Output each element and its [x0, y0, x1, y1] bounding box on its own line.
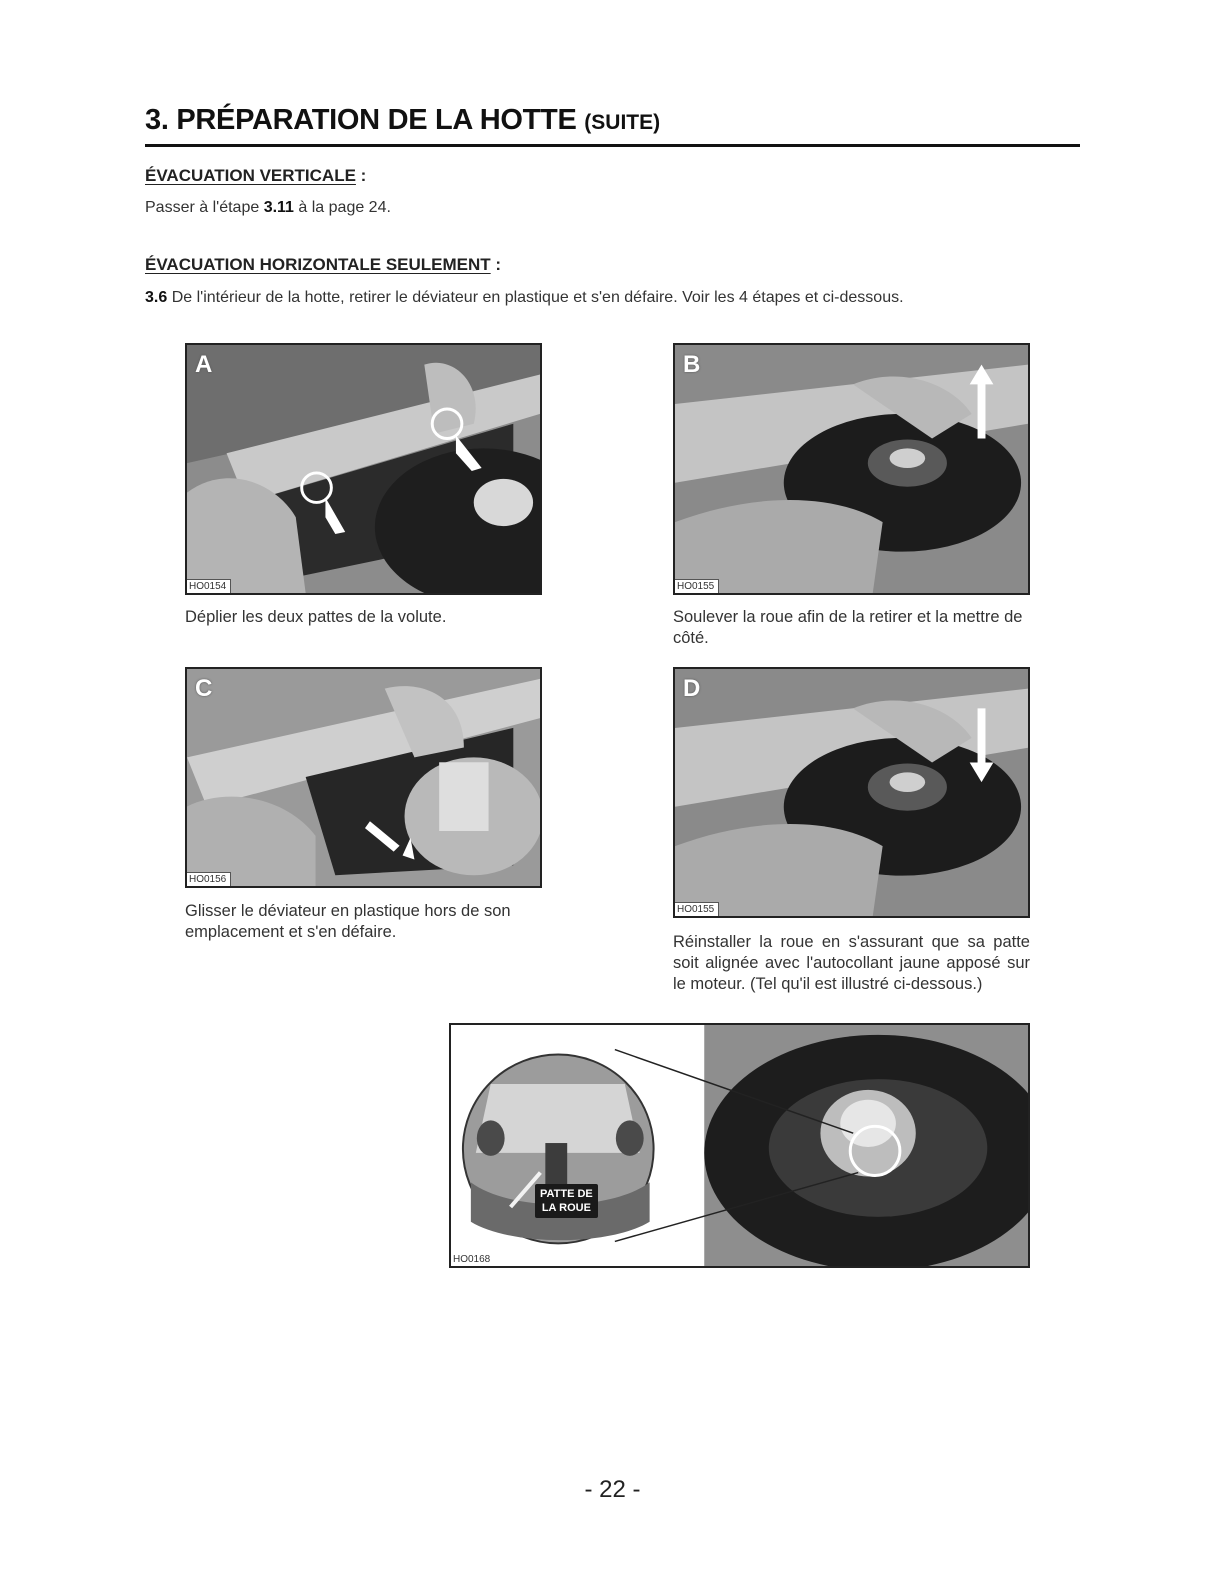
page-title-main: 3. PRÉPARATION DE LA HOTTE [145, 104, 577, 136]
heading-colon: : [360, 166, 367, 185]
figure-b-illustration [675, 345, 1028, 593]
figure-c-caption: Glisser le déviateur en plastique hors de son emplacement et s'en défaire. [185, 902, 511, 941]
wheel-tab-callout-line2: LA ROUE [541, 1202, 591, 1214]
vertical-text-after: à la page 24. [293, 199, 391, 216]
figure-c-code: HO0156 [187, 872, 231, 886]
vertical-instruction [145, 199, 391, 217]
figure-d-code: HO0155 [675, 902, 719, 916]
figure-detail-photo [449, 1023, 1030, 1268]
wheel-tab-callout [535, 1184, 598, 1218]
figure-d-illustration [675, 669, 1028, 916]
figure-d-caption: Réinstaller la roue en s'assurant que sa patte soit alignée avec l'autocollant jaune apposé sur le moteur. (Tel qu'il est illustré ci-dessous.) [673, 933, 1030, 993]
page-title-suffix: (SUITE) [584, 111, 661, 134]
figure-b-photo [673, 343, 1030, 595]
figure-detail-illustration [451, 1025, 1028, 1266]
figure-c-letter: C [195, 675, 213, 702]
step-3-6 [145, 289, 904, 307]
figure-b-letter: B [683, 351, 701, 378]
figure-a-letter: A [195, 351, 213, 378]
page-title [145, 104, 1075, 137]
heading-vertical-exhaust-text: ÉVACUATION VERTICALE [145, 166, 356, 185]
figure-a-caption: Déplier les deux pattes de la volute. [185, 608, 447, 626]
figure-c-illustration [187, 669, 540, 886]
page-number: - 22 - [584, 1476, 641, 1503]
heading-horizontal-exhaust [145, 255, 501, 275]
vertical-text-before: Passer à l'étape [145, 199, 264, 216]
figure-a-photo [185, 343, 542, 595]
title-divider [145, 144, 1080, 147]
step-text: De l'intérieur de la hotte, retirer le déviateur en plastique et s'en défaire. Voir les 4 étapes et ci-dessous. [167, 289, 904, 306]
figure-d-letter: D [683, 675, 701, 702]
figure-b-code: HO0155 [675, 579, 719, 593]
figure-d-photo [673, 667, 1030, 918]
figure-a-code: HO0154 [187, 579, 231, 593]
vertical-step-ref: 3.11 [263, 199, 294, 216]
heading-vertical-exhaust [145, 166, 366, 186]
wheel-tab-callout-line1: PATTE DE [540, 1188, 593, 1200]
figure-b-caption: Soulever la roue afin de la retirer et la mettre de côté. [673, 608, 1023, 647]
heading-colon: : [495, 255, 502, 274]
step-number: 3.6 [145, 289, 168, 306]
figure-a-illustration [187, 345, 540, 593]
figure-detail-code: HO0168 [453, 1254, 491, 1265]
heading-horizontal-exhaust-text: ÉVACUATION HORIZONTALE SEULEMENT [145, 255, 491, 274]
figure-c-photo [185, 667, 542, 888]
